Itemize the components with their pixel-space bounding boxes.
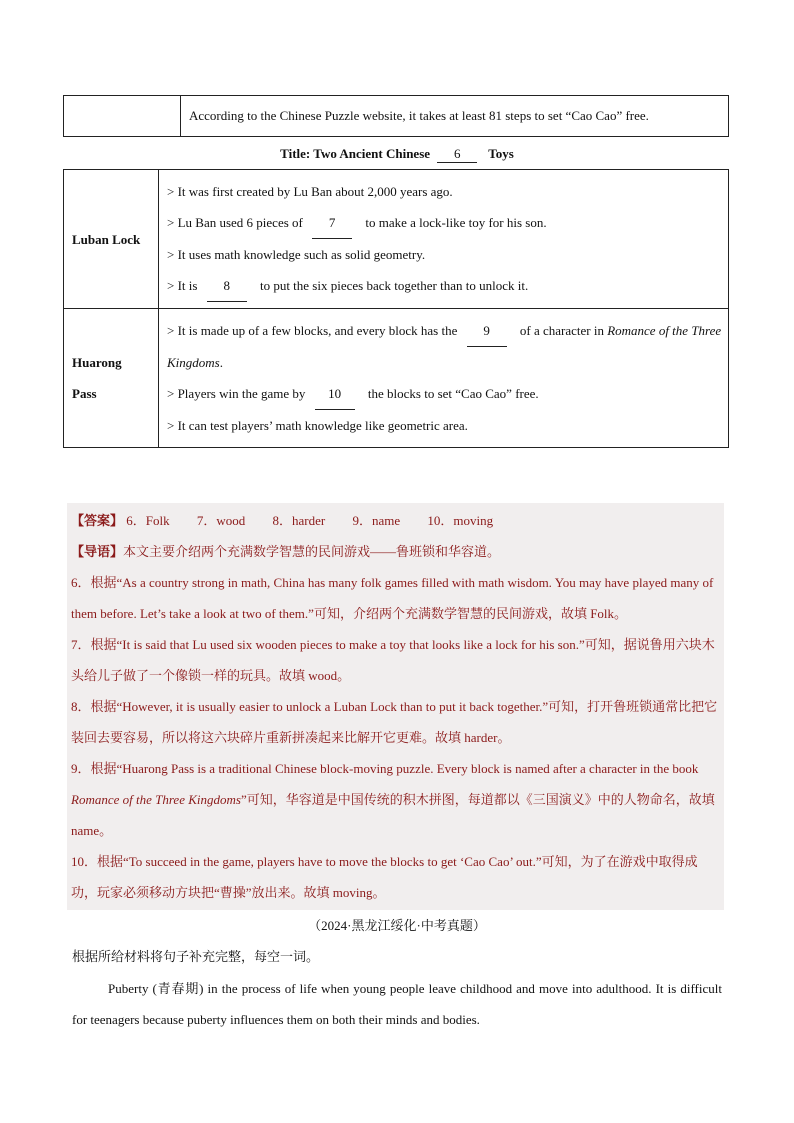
explanation-9: 9．根据“Huarong Pass is a traditional Chinese block-moving puzzle. Every block is named after a character in the book Romance of the Three Kingdoms”可知，华容道是中国传统的积木拼图，每道都以《三国演义》中的人物命名，故填 name。 (71, 761, 715, 838)
luban-body (159, 170, 728, 308)
title-prefix: Title: Two Ancient Chinese (280, 146, 431, 161)
blank-7: 7 (312, 207, 352, 239)
huarong-head: Huarong Pass (64, 309, 159, 447)
explanation-10: 10．根据“To succeed in the game, players have to move the blocks to get ‘Cao Cao’ out.”可知，为了在游戏中取得成功，玩家必须移动方块把“曹操”放出来。故填 moving。 (71, 854, 698, 900)
title-suffix: Toys (488, 146, 514, 161)
instruction: 根据所给材料将句子补充完整，每空一词。 (72, 949, 320, 964)
explanation-8: 8．根据“However, it is usually easier to unlock a Luban Lock than to put it back together.”可知，打开鲁班锁通常比把它装回去要容易，所以将这六块碎片重新拼凑起来比解开它更难。故填 harder。 (71, 699, 718, 745)
luban-line-4: > It is 8 to put the six pieces back together than to unlock it. (167, 270, 728, 302)
source-line: （2024·黑龙江绥化·中考真题） (308, 918, 486, 933)
info-table (63, 169, 729, 448)
blank-9: 9 (467, 315, 507, 347)
explanation-7: 7．根据“It is said that Lu used six wooden pieces to make a toy that looks like a lock for his son.”可知，据说鲁用六块木头给儿子做了一个像锁一样的玩具。故填 wood。 (71, 637, 715, 683)
luban-line-1: > It was first created by Lu Ban about 2,000 years ago. (167, 184, 453, 199)
huarong-line-1: > It is made up of a few blocks, and every block has the 9 of a character in Romance of the Three Kingdoms. (167, 315, 728, 378)
guide-line: 【导语】本文主要介绍两个充满数学智慧的民间游戏——鲁班锁和华容道。 (71, 544, 501, 559)
explanation-6: 6．根据“As a country strong in math, China has many folk games filled with math wisdom. You may have played many of them before. Let’s take a look at two of them.”可知，介绍两个充满数学智慧的民间游戏，故填 Folk。 (71, 575, 714, 621)
luban-head: Luban Lock (64, 170, 159, 308)
table-title (0, 146, 794, 163)
luban-row (64, 170, 728, 309)
huarong-line-2: > Players win the game by 10 the blocks to set “Cao Cao” free. (167, 378, 728, 410)
top-table (63, 95, 729, 137)
blank-10: 10 (315, 378, 355, 410)
luban-line-3: > It uses math knowledge such as solid geometry. (167, 247, 426, 262)
answer-block (67, 503, 724, 910)
passage-paragraph: Puberty (青春期) in the process of life when young people leave childhood and move into adulthood. It is difficult for teenagers because puberty influences them on both their minds and bodies. (72, 981, 722, 1027)
huarong-line-3: > It can test players’ math knowledge like geometric area. (167, 418, 468, 433)
huarong-body (159, 309, 728, 447)
huarong-row (64, 309, 728, 447)
blank-8: 8 (207, 270, 247, 302)
top-table-empty-cell (64, 96, 181, 136)
luban-line-2: > Lu Ban used 6 pieces of 7 to make a lock-like toy for his son. (167, 207, 728, 239)
answer-line: 【答案】 6．Folk 7．wood 8．harder 9．name 10．moving (71, 513, 494, 528)
top-table-text: According to the Chinese Puzzle website, it takes at least 81 steps to set “Cao Cao” free. (189, 108, 649, 123)
blank-6: 6 (437, 146, 477, 163)
